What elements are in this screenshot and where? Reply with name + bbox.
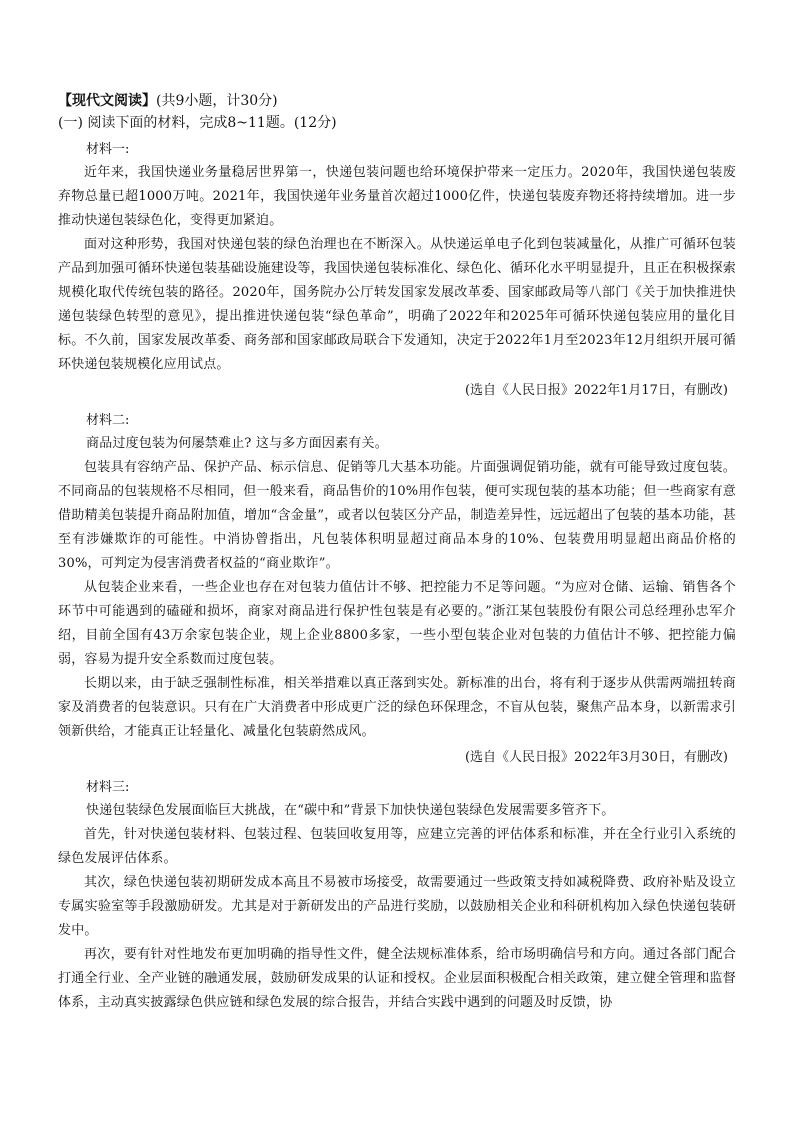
material-two-paragraph-2: 从包装企业来看，一些企业也存在对包装力值估计不够、把控能力不足等问题。“为应对仓储、运输、销售各个环节中可能遇到的磕碰和损坏，商家对商品进行保护性包装是有必要的。”浙江某包装股份有限公司总经理孙忠军介绍，目前全国有43万余家包装企业，规上企业8800多家，一些小型包装企业对包装的力值估计不够、把控能力偏弱，容易为提升安全系数而过度包装。 <box>58 580 736 667</box>
material-one-paragraph-1: 近年来，我国快递业务量稳居世界第一，快递包装问题也给环境保护带来一定压力。2020年，我国快递包装废弃物总量已超1000万吨。2021年，我国快递年业务量首次超过1000亿件，快递包装废弃物还将持续增加。进一步推动快递包装绿色化，变得更加紧迫。 <box>58 165 736 228</box>
section-title-rest: (共9小题，计30分) <box>156 93 278 109</box>
material-two <box>58 409 736 770</box>
material-three <box>58 776 736 1015</box>
material-three-label: 材料三: <box>86 780 130 795</box>
material-two-paragraph-1: 包装具有容纳产品、保护产品、标示信息、促销等几大基本功能。片面强调促销功能，就有可能导致过度包装。不同商品的包装规格不尽相同，但一般来看，商品售价的10%用作包装，便可实现包装的基本功能；但一些商家有意借助精美包装提升商品附加值，增加“含金量”，或者以包装区分产品，制造差异性，远远超出了包装的基本功能，甚至有涉嫌欺诈的可能性。中消协曾指出，凡包装体积明显超过商品本身的10%、包装费用明显超出商品价格的30%，可判定为侵害消费者权益的“商业欺诈”。 <box>58 460 736 571</box>
material-two-intro: 商品过度包装为何屡禁难止? 这与多方面因素有关。 <box>86 436 388 451</box>
material-two-paragraph-3: 长期以来，由于缺乏强制性标准，相关举措难以真正落到实处。新标准的出台，将有利于逐步从供需两端扭转商家及消费者的包装意识。只有在广大消费者中形成更广泛的绿色环保理念，不盲从包装，聚焦产品本身，以新需求引领新供给，才能真正让轻量化、减量化包装蔚然成风。 <box>58 676 736 739</box>
material-three-paragraph-2: 其次，绿色快递包装初期研发成本高且不易被市场接受，故需要通过一些政策支持如减税降费、政府补贴及设立专属实验室等手段激励研发。尤其是对于新研发出的产品进行奖励，以鼓励相关企业和科研机构加入绿色快递包装研发中。 <box>58 875 736 938</box>
section-title-bold: 【现代文阅读】 <box>58 93 156 109</box>
material-one-paragraph-2: 面对这种形势，我国对快递包装的绿色治理也在不断深入。从快递运单电子化到包装减量化，从推广可循环包装产品到加强可循环快递包装基础设施建设等，我国快递包装标准化、绿色化、循环化水平明显提升，且正在积极探索规模化取代传统包装的路径。2020年，国务院办公厅转发国家发展改革委、国家邮政局等八部门《关于加快推进快递包装绿色转型的意见》，提出推进快递包装“绿色革命”，明确了2022年和2025年可循环快递包装应用的量化目标。不久前，国家发展改革委、商务部和国家邮政局联合下发通知，决定于2022年1月至2023年12月组织开展可循环快递包装规模化应用试点。 <box>58 237 736 372</box>
material-one-label: 材料一: <box>86 142 130 157</box>
material-two-source: (选自《人民日报》2022年3月30日，有删改) <box>464 750 728 765</box>
material-three-paragraph-1: 首先，针对快递包装材料、包装过程、包装回收复用等，应建立完善的评估体系和标准，并在全行业引入系统的绿色发展评估体系。 <box>58 827 736 866</box>
section-title <box>58 90 736 112</box>
section-subtitle: (一) 阅读下面的材料，完成8~11题。(12分) <box>58 115 337 131</box>
material-two-label: 材料二: <box>86 413 130 428</box>
material-one-source: (选自《人民日报》2022年1月17日，有删改) <box>464 383 728 398</box>
material-one <box>58 138 736 403</box>
material-three-intro: 快递包装绿色发展面临巨大挑战，在“碳中和”背景下加快快递包装绿色发展需要多管齐下。 <box>86 803 615 818</box>
material-three-paragraph-3: 再次，要有针对性地发布更加明确的指导性文件，健全法规标准体系，给市场明确信号和方向。通过各部门配合打通全行业、全产业链的融通发展，鼓励研发成果的认证和授权。企业层面积极配合相关政策，建立健全管理和监督体系，主动真实披露绿色供应链和绿色发展的综合报告，并结合实践中遇到的问题及时反馈，协 <box>58 947 736 1010</box>
